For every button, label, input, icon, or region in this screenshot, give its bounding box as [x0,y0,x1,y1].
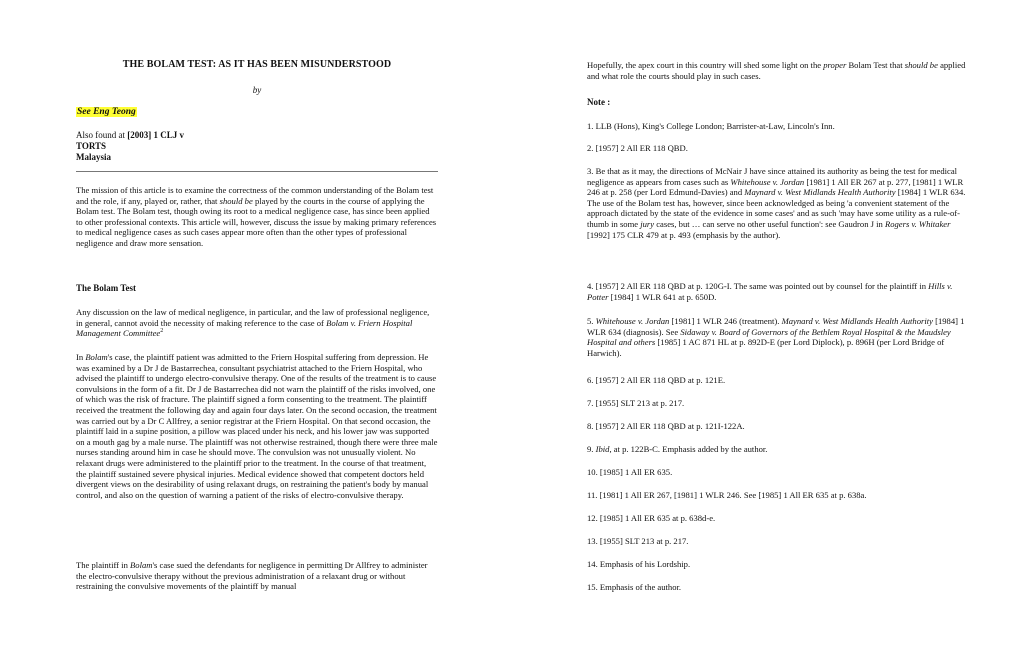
footnote-1: 1. LLB (Hons), King's College London; Barrister-at-Law, Lincoln's Inn. [587,121,835,131]
notes-heading: Note : [587,97,611,107]
abstract-paragraph: The mission of this article is to examine the correctness of the common understanding of the Bolam test and the role, if any, played or, rather, that should be played by the courts in the course of applying the Bolam test. The Bolam test, though owing its root to a medical negligence case, has since been applied to other professional contexts. This article will, however, discuss the issue by making primary references to medical negligence cases as such cases appear more often than the other types of professional negligence and draw more sensation. [76,185,437,248]
divider [76,171,438,172]
footnote-11: 11. [1981] 1 All ER 267, [1981] 1 WLR 246. See [1985] 1 All ER 635 at p. 638a. [587,490,867,500]
footnote-3: 3. Be that as it may, the directions of McNair J have since attained its authority as being the test for medical negligence as appears from cases such as Whitehouse v. Jordan [1981] 1 All ER 267 at p. 277, [1981] 1 WLR 246 at p. 258 (per Lord Edmund-Davies) and Maynard v. West Midlands Health Authority [1984] 1 WLR 634. The use of the Bolam test has, however, since been acknowledged as being 'a convenient statement of the approach dictated by the state of the evidence in some cases' and as such 'may have some utility as a rule-of-thumb in some jury cases, but … can serve no other useful function': see Gaudron J in Rogers v. Whitaker [1992] 175 CLR 479 at p. 493 (emphasis by the author). [587,166,966,240]
footnote-7: 7. [1955] SLT 213 at p. 217. [587,398,685,408]
footnote-15: 15. Emphasis of the author. [587,582,682,592]
footnote-4: 4. [1957] 2 All ER 118 QBD at p. 120G-I. The same was pointed out by counsel for the plaintiff in Hills v. Potter [1984] 1 WLR 641 at p. 650D. [587,281,953,302]
closing-paragraph: Hopefully, the apex court in this country will shed some light on the proper Bolam Test that should be applied and what role the courts should play in such cases. [587,60,966,81]
footnote-13: 13. [1955] SLT 213 at p. 217. [587,536,689,546]
footnote-14: 14. Emphasis of his Lordship. [587,559,691,569]
footnote-12: 12. [1985] 1 All ER 635 at p. 638d-e. [587,513,716,523]
footnote-10: 10. [1985] 1 All ER 635. [587,467,673,477]
paragraph-intro: Any discussion on the law of medical negligence, in particular, and the law of professional negligence, in general, cannot avoid the necessity of making reference to the case of Bolam v. Friern Hospital Management Committee$^2$ [76,307,430,339]
paragraph-claim: The plaintiff in Bolam's case sued the defendants for negligence in permitting Dr Allfrey to administer the electro-convulsive therapy without the previous administration of a relaxant drug or without restraining the convulsive movements of the plaintiff by manual [76,560,428,592]
right-page [587,0,972,663]
footnote-2: 2. [1957] 2 All ER 118 QBD. [587,143,688,153]
byline: by [252,85,262,95]
article-title: THE BOLAM TEST: AS IT HAS BEEN MISUNDERSTOOD [122,59,392,70]
footnote-8: 8. [1957] 2 All ER 118 QBD at p. 121I-122A. [587,421,745,431]
author-name [76,106,137,118]
citation-found: Also found at [2003] 1 CLJ v [76,130,184,140]
footnote-6: 6. [1957] 2 All ER 118 QBD at p. 121E. [587,375,726,385]
citation-block [76,130,184,163]
left-page [76,0,438,663]
footnote-5: 5. Whitehouse v. Jordan [1981] 1 WLR 246 (treatment). Maynard v. West Midlands Health Authority [1984] 1 WLR 634 (diagnosis). See Sidaway v. Board of Governors of the Bethlem Royal Hospital & the Maudsley Hospital and others [1985] 1 AC 871 HL at p. 892D-E (per Lord Diplock), p. 896H (per Lord Bridge of Harwich). [587,316,965,358]
footnote-9: 9. Ibid, at p. 122B-C. Emphasis added by the author. [587,444,768,454]
author-highlight: See Eng Teong [77,107,136,117]
paragraph-facts: In Bolam's case, the plaintiff patient was admitted to the Friern Hospital suffering from depression. He was examined by a Dr J de Bastarrechea, consultant psychiatrist attached to the Friern Hospital, who advised the plaintiff to undergo electro-convulsive therapy. One of the results of the treatment is to cause convulsions in the form of a fit. Dr J de Bastarrechea did not warn the plaintiff of the risks involved, one of which was the risk of fracture. The plaintiff signed a form consenting to the treatment. The plaintiff received the treatment the following day and again four days later. On the second occasion, the treatment was carried out by a Dr C Allfrey, a senior registrar at the Friern Hospital. On that second occasion, the plaintiff laid in a supine position, a pillow was placed under his neck, and his lower jaw was supported on a mouth gag by a male nurse. The plaintiff was not otherwise restrained, though there were three male nurses standing around him in case he should move. The convulsion was not unusually violent. No relaxant drugs were administered to the plaintiff prior to the treatment. In the course of that treatment, the plaintiff sustained severe physical injuries. Medical evidence showed that competent doctors held divergent views on the desirability of using relaxant drugs, on restraining the patient's body by manual control, and also on the question of warning a patient of the risks of electro-convulsive therapy. [76,352,438,500]
citation-category: TORTS [76,141,107,151]
citation-country: Malaysia [76,152,111,162]
section-heading: The Bolam Test [76,283,137,293]
